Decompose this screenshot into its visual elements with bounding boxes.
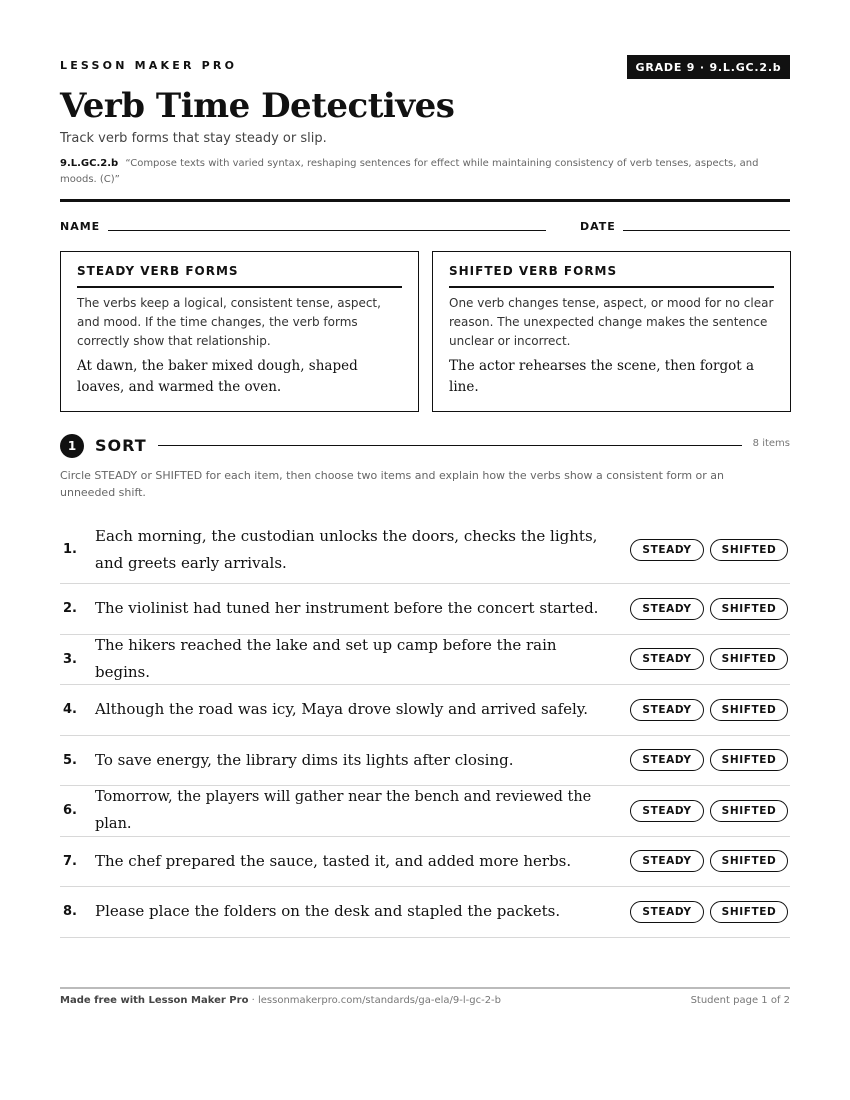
shifted-box-description: One verb changes tense, aspect, or mood for no clear reason. The unexpected change makes the sentence unclear or incorrect. <box>449 296 774 348</box>
steady-choice[interactable]: STEADY <box>630 901 704 923</box>
page-subtitle: Track verb forms that stay steady or slip. <box>60 131 327 146</box>
item-sentence: Each morning, the custodian unlocks the doors, checks the lights, and greets early arrivals. <box>95 526 598 572</box>
standard-code: 9.L.GC.2.b <box>60 158 119 169</box>
steady-choice[interactable]: STEADY <box>630 648 704 670</box>
list-item <box>60 685 790 736</box>
section-instructions: Circle STEADY or SHIFTED for each item, then choose two items and explain how the verbs show a consistent form or an unneeded shift. <box>60 469 724 499</box>
item-sentence: The chef prepared the sauce, tasted it, and added more herbs. <box>95 851 572 870</box>
footer-credit <box>60 995 501 1006</box>
footer-divider <box>60 987 790 989</box>
standard-description <box>60 156 790 188</box>
section-divider <box>158 445 742 446</box>
choice-group <box>630 539 788 561</box>
item-sentence: To save energy, the library dims its lights after closing. <box>95 750 514 769</box>
footer-page-number: Student page 1 of 2 <box>690 995 790 1006</box>
section-item-count: 8 items <box>752 438 790 449</box>
item-number: 5. <box>63 752 77 768</box>
brand-name: LESSON MAKER PRO <box>60 59 238 72</box>
steady-choice[interactable]: STEADY <box>630 699 704 721</box>
shifted-choice[interactable]: SHIFTED <box>710 598 788 620</box>
shifted-choice[interactable]: SHIFTED <box>710 800 788 822</box>
footer-url[interactable]: · lessonmakerpro.com/standards/ga-ela/9-l-gc-2-b <box>248 995 502 1006</box>
list-item <box>60 516 790 584</box>
page-title: Verb Time Detectives <box>60 86 455 126</box>
item-number: 3. <box>63 651 77 667</box>
sort-item-list <box>60 516 790 938</box>
item-number: 1. <box>63 542 77 557</box>
choice-group <box>630 749 788 771</box>
steady-box-example: At dawn, the baker mixed dough, shaped loaves, and warmed the oven. <box>77 358 358 395</box>
shifted-choice[interactable]: SHIFTED <box>710 901 788 923</box>
list-item <box>60 635 790 686</box>
shifted-choice[interactable]: SHIFTED <box>710 749 788 771</box>
shifted-box-example: The actor rehearses the scene, then forgot a line. <box>449 358 755 395</box>
steady-box-title: STEADY VERB FORMS <box>77 264 402 288</box>
shifted-choice[interactable]: SHIFTED <box>710 850 788 872</box>
item-number: 4. <box>63 702 77 718</box>
standard-text: “Compose texts with varied syntax, reshaping sentences for effect while maintaining consistency of verb tenses, aspects, and moods. (C)” <box>60 158 759 185</box>
list-item <box>60 786 790 837</box>
steady-box-description: The verbs keep a logical, consistent tense, aspect, and mood. If the time changes, the verb forms correctly show that relationship. <box>77 296 381 348</box>
steady-choice[interactable]: STEADY <box>630 850 704 872</box>
grade-badge: GRADE 9 · 9.L.GC.2.b <box>627 55 790 79</box>
shifted-choice[interactable]: SHIFTED <box>710 648 788 670</box>
steady-definition-box <box>60 251 419 412</box>
choice-group <box>630 800 788 822</box>
shifted-box-title: SHIFTED VERB FORMS <box>449 264 774 288</box>
choice-group <box>630 699 788 721</box>
choice-group <box>630 850 788 872</box>
steady-choice[interactable]: STEADY <box>630 539 704 561</box>
list-item <box>60 584 790 635</box>
list-item <box>60 887 790 938</box>
date-field[interactable] <box>623 230 790 231</box>
choice-group <box>630 648 788 670</box>
choice-group <box>630 598 788 620</box>
shifted-definition-box <box>432 251 791 412</box>
item-number: 8. <box>63 904 77 920</box>
date-label: DATE <box>580 220 616 233</box>
item-sentence: The violinist had tuned her instrument before the concert started. <box>95 599 599 618</box>
item-number: 6. <box>63 803 77 819</box>
list-item <box>60 837 790 888</box>
section-title: SORT <box>95 436 147 455</box>
shifted-choice[interactable]: SHIFTED <box>710 699 788 721</box>
footer-made-with: Made free with Lesson Maker Pro <box>60 995 249 1006</box>
shifted-choice[interactable]: SHIFTED <box>710 539 788 561</box>
section-number-badge: 1 <box>60 434 84 458</box>
steady-choice[interactable]: STEADY <box>630 800 704 822</box>
name-field[interactable] <box>108 230 546 231</box>
item-sentence: Although the road was icy, Maya drove slowly and arrived safely. <box>95 700 589 719</box>
list-item <box>60 736 790 787</box>
item-number: 2. <box>63 601 77 617</box>
item-sentence: Please place the folders on the desk and stapled the packets. <box>95 902 561 921</box>
choice-group <box>630 901 788 923</box>
steady-choice[interactable]: STEADY <box>630 749 704 771</box>
name-label: NAME <box>60 220 101 233</box>
header-divider <box>60 199 790 202</box>
item-sentence: Tomorrow, the players will gather near the bench and reviewed the plan. <box>95 788 592 832</box>
item-sentence: The hikers reached the lake and set up camp before the rain begins. <box>95 636 557 682</box>
steady-choice[interactable]: STEADY <box>630 598 704 620</box>
item-number: 7. <box>63 853 77 869</box>
